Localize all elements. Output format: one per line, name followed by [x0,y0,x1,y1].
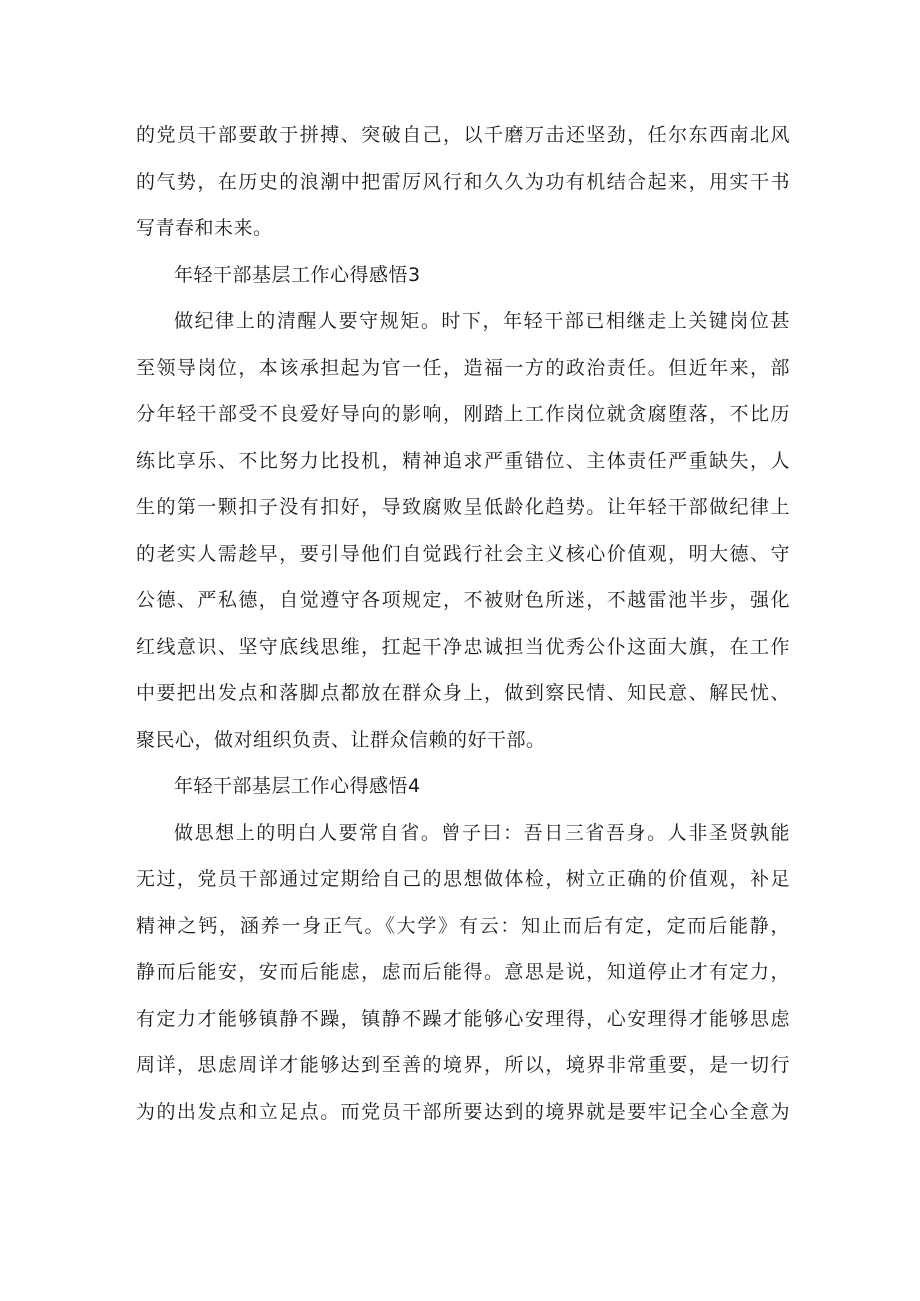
paragraph-section-4 [136,810,790,1136]
text-line: 聚民心，做对组织负责、让群众信赖的好干部。 [136,728,546,751]
text-line: 的气势，在历史的浪潮中把雷厉风行和久久为功有机结合起来，用实干书 [136,170,790,193]
text-line: 做纪律上的清醒人要守规矩。时下，年轻干部已相继走上关键岗位甚 [174,310,790,332]
text-line: 做思想上的明白人要常自省。曾子曰：吾日三省吾身。人非圣贤孰能 [174,821,790,844]
section-heading-3: 年轻干部基层工作心得感悟3 [174,263,421,286]
text-line: 写青春和未来。 [136,217,273,239]
text-line: 精神之钙，涵养一身正气。《大学》有云：知止而后有定，定而后能静， [136,914,790,937]
text-line: 无过，党员干部通过定期给自己的思想做体检，树立正确的价值观，补足 [136,868,790,890]
text-line: 的党员干部要敢于拼搏、突破自己，以千磨万击还坚劲，任尔东西南北风 [136,124,790,146]
text-line: 至领导岗位，本该承担起为官一任，造福一方的政治责任。但近年来，部 [136,356,790,379]
section-heading-4: 年轻干部基层工作心得感悟4 [174,775,421,797]
text-line: 有定力才能够镇静不躁，镇静不躁才能够心安理得，心安理得才能够思虑 [136,1007,790,1030]
text-line: 周详，思虑周详才能够达到至善的境界，所以，境界非常重要，是一切行 [136,1054,790,1076]
text-line: 分年轻干部受不良爱好导向的影响，刚踏上工作岗位就贪腐堕落，不比历 [136,403,790,425]
text-line: 中要把出发点和落脚点都放在群众身上，做到察民情、知民意、解民忧、 [136,682,790,704]
paragraph-section-3 [136,298,790,763]
paragraph-continuation [136,112,790,252]
document-body [136,112,790,1135]
text-line: 的老实人需趁早，要引导他们自觉践行社会主义核心价值观，明大德、守 [136,542,790,565]
text-line: 练比享乐、不比努力比投机，精神追求严重错位、主体责任严重缺失，人 [136,449,790,472]
text-line: 为的出发点和立足点。而党员干部所要达到的境界就是要牢记全心全意为 [136,1100,790,1123]
text-line: 红线意识、坚守底线思维，扛起干净忠诚担当优秀公仆这面大旗，在工作 [136,635,790,658]
text-line: 静而后能安，安而后能虑，虑而后能得。意思是说，知道停止才有定力， [136,961,790,983]
text-line: 生的第一颗扣子没有扣好，导致腐败呈低龄化趋势。让年轻干部做纪律上 [136,496,790,518]
text-line: 公德、严私德，自觉遵守各项规定，不被财色所迷，不越雷池半步，强化 [136,589,790,611]
